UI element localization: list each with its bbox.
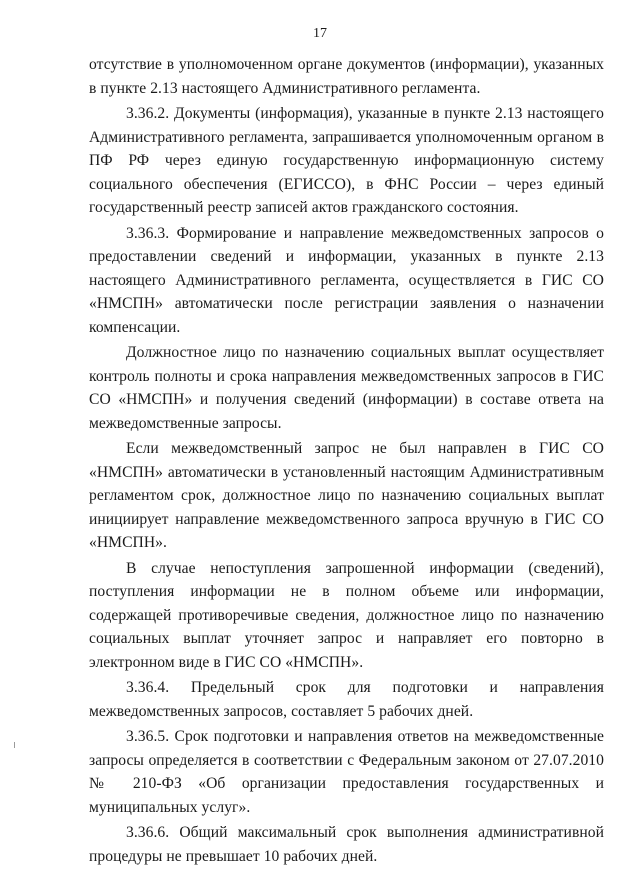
paragraph-3-36-3: 3.36.3. Формирование и направление межведомственных запросов о предоставлении сведений и информации, указанных в пункте 2.13 настоящего Административного регламента, осуществляется в ГИС СО «НМСПН» автоматически после регистрации заявления о назначении компенсации. [89, 224, 604, 336]
paragraph-3-36-5: 3.36.5. Срок подготовки и направления ответов на межведомственные запросы определяется в соответствии с Федеральным законом от 27.07.2010 № 210-ФЗ «Об организации предоставления государственных и муниципальных услуг». [89, 728, 604, 816]
paragraph-manual-request: Если межведомственный запрос не был направлен в ГИС СО «НМСПН» автоматически в установленный настоящим Административным регламентом срок, должностное лицо по назначению социальных выплат инициирует направление межведомственного запроса вручную в ГИС СО «НМСПН». [89, 440, 604, 551]
page-number: 17 [313, 26, 327, 41]
paragraph-3-36-6: 3.36.6. Общий максимальный срок выполнения административной процедуры не превышает 10 рабочих дней. [89, 824, 604, 865]
paragraph-control: Должностное лицо по назначению социальных выплат осуществляет контроль полноты и срока направления межведомственных запросов в ГИС СО «НМСПН» и получения сведений (информации) в составе ответа на межведомственные запросы. [89, 344, 604, 432]
paragraph-non-receipt: В случае непоступления запрошенной информации (сведений), поступления информации не в полном объеме или информации, содержащей противоречивые сведения, должностное лицо по назначению социальных выплат уточняет запрос и направляет его повторно в электронном виде в ГИС СО «НМСПН». [89, 559, 604, 671]
scan-margin-mark [14, 742, 15, 748]
document-body [89, 53, 604, 868]
paragraph-3-36-4: 3.36.4. Предельный срок для подготовки и направления межведомственных запросов, составляет 5 рабочих дней. [89, 679, 604, 720]
paragraph-continuation: отсутствие в уполномоченном органе документов (информации), указанных в пункте 2.13 настоящего Административного регламента. [89, 56, 604, 97]
paragraph-3-36-2: 3.36.2. Документы (информация), указанные в пункте 2.13 настоящего Административного регламента, запрашивается уполномоченным органом в ПФ РФ через единую государственную информационную систему социального обеспечения (ЕГИССО), в ФНС России – через единый государственный реестр записей актов гражданского состояния. [89, 105, 604, 216]
